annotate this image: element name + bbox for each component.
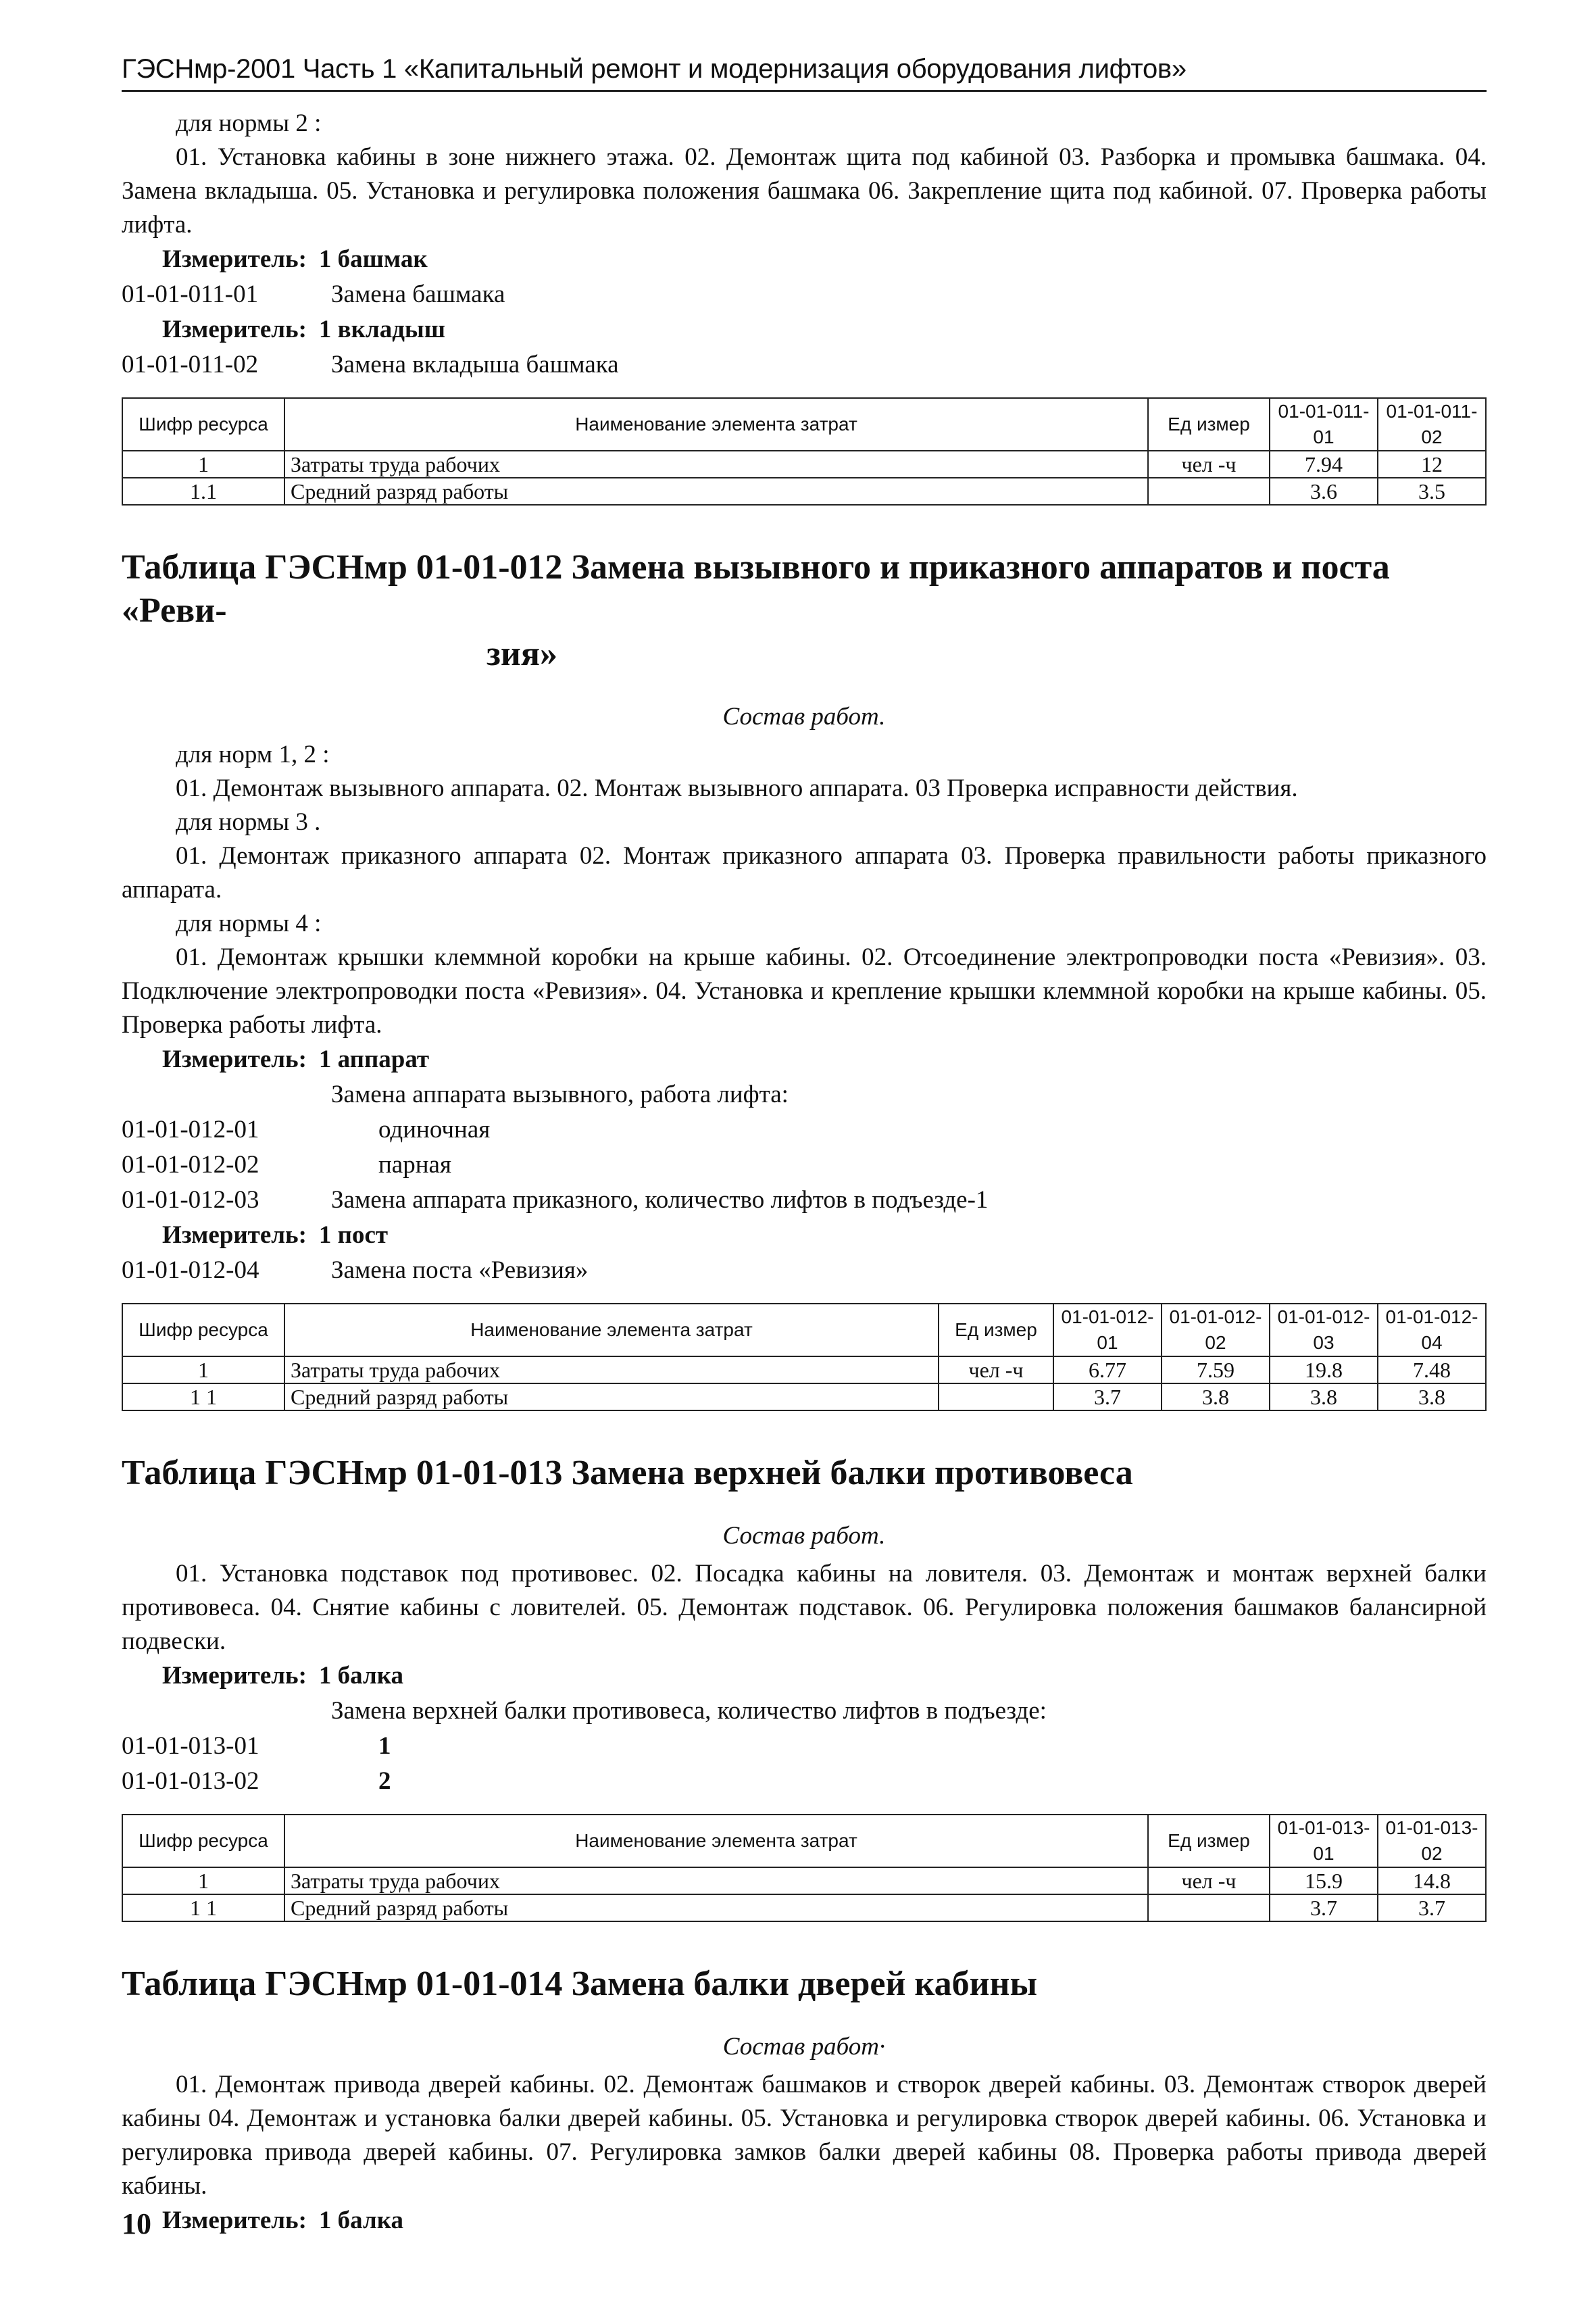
norm-label: для нормы 3 . xyxy=(176,808,321,836)
norm-label: для норм 1, 2 : xyxy=(176,741,330,768)
norm-group-description: Замена верхней балки противовеса, количество лифтов в подъезде: xyxy=(331,1697,1047,1725)
resource-table xyxy=(122,1303,1487,1411)
column-header: Наименование элемента затрат xyxy=(284,1304,939,1356)
norm-label: для нормы 2 : xyxy=(176,109,322,137)
table-row: 1 1 Средний разряд работы 3.7 3.7 xyxy=(122,1894,1486,1921)
measure-line: Измеритель: 1 аппарат xyxy=(162,1045,430,1073)
work-composition-text: 01. Установка кабины в зоне нижнего этажа. 02. Демонтаж щита под кабиной 03. Разборка и промывка башмака. 04. Замена вкладыша. 05. Установка и регулировка положения башмака 06. Закрепление щита под кабиной. 07. Проверка работы лифта. xyxy=(122,143,1487,239)
measure-line: Измеритель: 1 вкладыш xyxy=(162,316,446,343)
work-composition-heading: Состав работ. xyxy=(722,1522,886,1550)
column-header: 01-01-012-04 xyxy=(1378,1304,1486,1356)
resource-table xyxy=(122,1814,1487,1922)
column-header: 01-01-013-02 xyxy=(1378,1815,1486,1867)
column-header: 01-01-011-01 xyxy=(1270,398,1378,451)
work-composition-text: 01. Демонтаж приказного аппарата 02. Монтаж приказного аппарата 03. Проверка правильности работы приказного аппарата. xyxy=(122,842,1487,904)
column-header: Ед измер xyxy=(939,1304,1053,1356)
column-header: Ед измер xyxy=(1148,398,1270,451)
column-header: Ед измер xyxy=(1148,1815,1270,1867)
work-composition-text: 01. Демонтаж привода дверей кабины. 02. Демонтаж башмаков и створок дверей кабины. 03. Демонтаж створок дверей кабины 04. Демонтаж и установка балки дверей кабины. 05. Установка и регулировка створок дверей кабины. 06. Установка и регулировка привода дверей кабины. 07. Регулировка замков балки дверей кабины 08. Проверка работы привода дверей кабины. xyxy=(122,2071,1487,2200)
table-row: 1 1 Средний разряд работы 3.7 3.8 3.8 3.8 xyxy=(122,1383,1486,1410)
measure-line: Измеритель: 1 башмак xyxy=(162,245,428,273)
table-row: 1 Затраты труда рабочих чел -ч 15.9 14.8 xyxy=(122,1867,1486,1894)
measure-line: Измеритель: 1 пост xyxy=(162,1221,389,1249)
norm-row: 01-01-011-01 Замена башмака xyxy=(122,280,505,308)
section-title: Таблица ГЭСНмр 01-01-012 Замена вызывного и приказного аппаратов и поста «Реви- зия» xyxy=(122,548,1390,673)
work-composition-heading: Состав работ. xyxy=(722,703,886,731)
table-row: 1.1 Средний разряд работы 3.6 3.5 xyxy=(122,478,1486,505)
norm-group-description: Замена аппарата вызывного, работа лифта: xyxy=(331,1081,789,1108)
column-header: 01-01-012-01 xyxy=(1053,1304,1162,1356)
measure-line: Измеритель: 1 балка xyxy=(162,2207,403,2234)
work-composition-text: 01. Демонтаж крышки клеммной коробки на крыше кабины. 02. Отсоединение электропроводки поста «Ревизия». 03. Подключение электропроводки поста «Ревизия». 04. Установка и крепление крышки клеммной коробки на крыше кабины. 05. Проверка работы лифта. xyxy=(122,943,1487,1039)
column-header: 01-01-013-01 xyxy=(1270,1815,1378,1867)
resource-table xyxy=(122,397,1487,506)
column-header: 01-01-012-02 xyxy=(1162,1304,1270,1356)
norm-label: для нормы 4 : xyxy=(176,910,322,937)
norm-row: 01-01-011-02 Замена вкладыша башмака xyxy=(122,351,619,378)
page-number: 10 xyxy=(122,2207,151,2240)
table-row: 1 Затраты труда рабочих чел -ч 6.77 7.59 19.8 7.48 xyxy=(122,1356,1486,1383)
section-title: Таблица ГЭСНмр 01-01-013 Замена верхней балки противовеса xyxy=(122,1454,1133,1492)
work-composition-text: 01. Демонтаж вызывного аппарата. 02. Монтаж вызывного аппарата. 03 Проверка исправности действия. xyxy=(176,774,1298,802)
column-header: Шифр ресурса xyxy=(122,1815,284,1867)
measure-line: Измеритель: 1 балка xyxy=(162,1662,403,1690)
norm-row: 01-01-012-01 одиночная xyxy=(122,1116,491,1143)
table-row: 1 Затраты труда рабочих чел -ч 7.94 12 xyxy=(122,451,1486,478)
section-title: Таблица ГЭСНмр 01-01-014 Замена балки дверей кабины xyxy=(122,1965,1038,2003)
column-header: Наименование элемента затрат xyxy=(284,398,1148,451)
column-header: 01-01-012-03 xyxy=(1270,1304,1378,1356)
norm-row: 01-01-012-02 парная xyxy=(122,1151,451,1179)
work-composition-text: 01. Установка подставок под противовес. 02. Посадка кабины на ловителя. 03. Демонтаж и монтаж верхней балки противовеса. 04. Снятие кабины с ловителей. 05. Демонтаж подставок. 06. Регулировка положения башмаков балансирной подвески. xyxy=(122,1560,1487,1655)
document-page xyxy=(122,54,1487,2238)
running-header: ГЭСНмр-2001 Часть 1 «Капитальный ремонт и модернизация оборудования лифтов» xyxy=(122,54,1487,92)
column-header: Шифр ресурса xyxy=(122,1304,284,1356)
column-header: 01-01-011-02 xyxy=(1378,398,1486,451)
column-header: Шифр ресурса xyxy=(122,398,284,451)
work-composition-heading: Состав работ· xyxy=(722,2033,886,2061)
norm-row: 01-01-013-01 1 xyxy=(122,1732,391,1760)
column-header: Наименование элемента затрат xyxy=(284,1815,1148,1867)
norm-row: 01-01-012-04 Замена поста «Ревизия» xyxy=(122,1256,589,1284)
norm-row: 01-01-012-03 Замена аппарата приказного, количество лифтов в подъезде-1 xyxy=(122,1186,989,1214)
norm-row: 01-01-013-02 2 xyxy=(122,1767,391,1795)
